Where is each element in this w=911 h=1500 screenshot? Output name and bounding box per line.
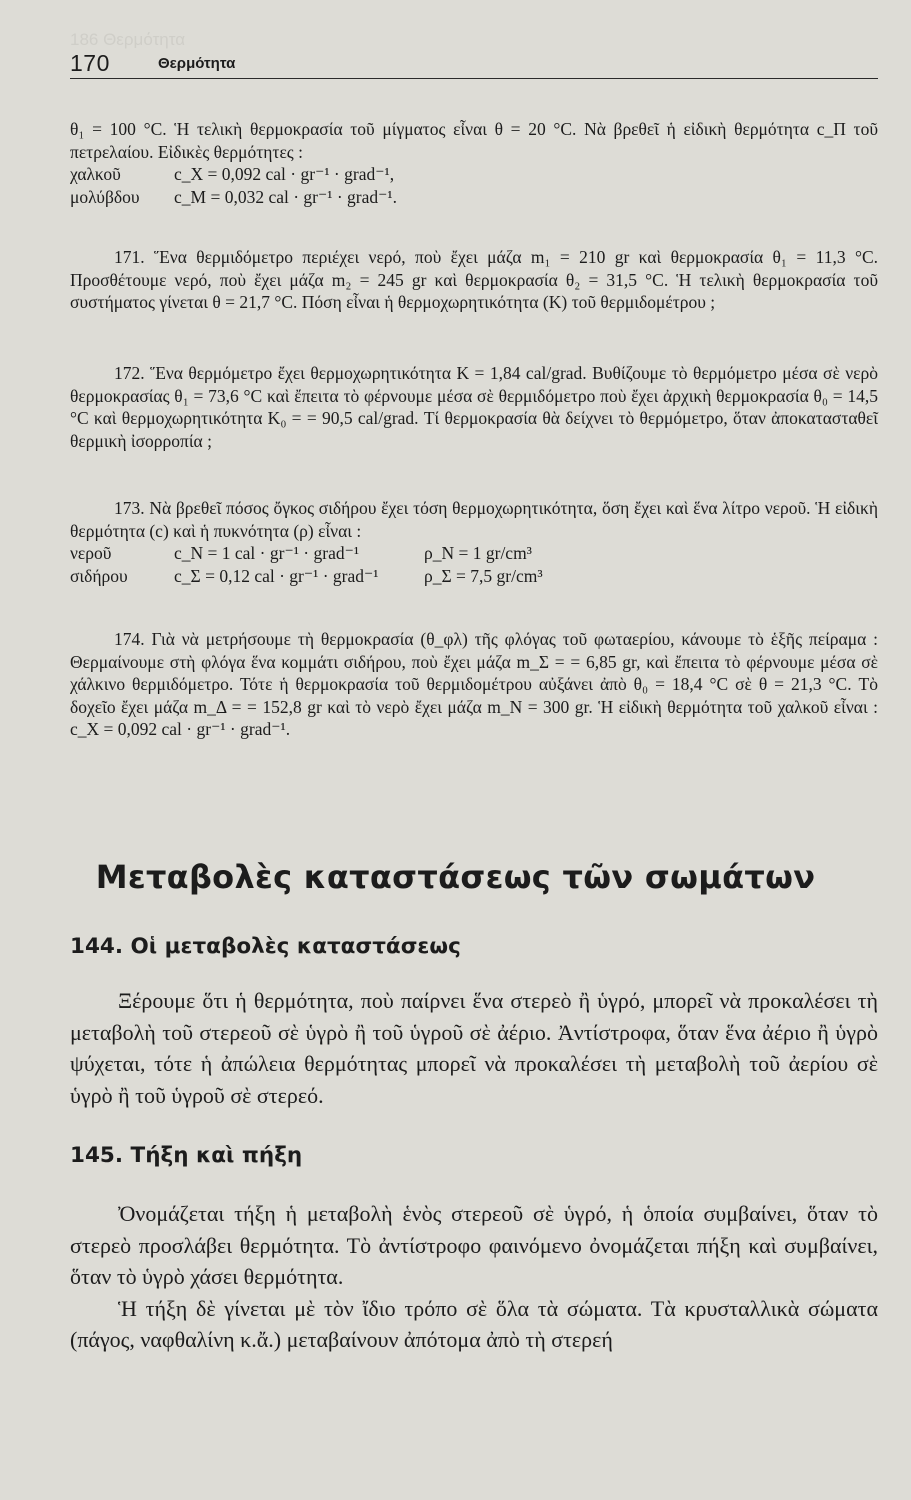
lead-label: μολύβδου — [70, 186, 140, 207]
intro-text: θ₁ = 100 °C. Ἡ τελικὴ θερμοκρασία τοῦ μίγματος εἶναι θ = 20 °C. Νὰ βρεθεῖ ἡ εἰδικὴ θερμότητα c_Π τοῦ πετρελαίου. Εἰδικὲς θερμότητες : — [70, 119, 878, 162]
section-144-body — [70, 985, 878, 1111]
problem-171 — [70, 246, 878, 314]
water-constants-row — [70, 542, 878, 565]
water-density: ρ_N = 1 gr/cm³ — [424, 543, 532, 564]
copper-heat-row — [70, 163, 878, 186]
problem-text: 174. Γιὰ νὰ μετρήσουμε τὴ θερμοκρασία (θ_φλ) τῆς φλόγας τοῦ φωταερίου, κάνουμε τὸ ἑξῆς πείραμα : Θερμαίνουμε στὴ φλόγα ἕνα κομμάτι σιδήρου, ποὺ ἔχει μάζα m_Σ = = 6,85 gr, καὶ ἔπειτα τὸ φέρνουμε μέσα σὲ χάλκινο θερμιδόμετρο. Τότε ἡ θερμοκρασία τοῦ θερμιδομέτρου αὐξάνει ἀπὸ θ₀ = 18,4 °C σὲ θ = 21,3 °C. Τὸ δοχεῖο ἔχει μάζα m_Δ = = 152,8 gr καὶ τὸ νερὸ ἔχει μάζα m_N = 300 gr. Ἡ εἰδικὴ θερμότητα τοῦ χαλκοῦ εἶναι : c_X = 0,092 cal · gr⁻¹ · grad⁻¹. — [70, 629, 878, 740]
problem-173 — [70, 497, 878, 587]
copper-value: c_X = 0,092 cal · gr⁻¹ · grad⁻¹, — [174, 164, 395, 185]
water-specific-heat: c_N = 1 cal · gr⁻¹ · grad⁻¹ — [174, 543, 360, 564]
running-title: Θερμότητα — [158, 55, 236, 72]
lead-value: c_M = 0,032 cal · gr⁻¹ · grad⁻¹. — [174, 186, 398, 207]
section-heading-145: 145. Τήξη καὶ πήξη — [70, 1143, 303, 1168]
problem-170-continuation — [70, 118, 878, 208]
copper-label: χαλκοῦ — [70, 164, 121, 185]
problem-text: 172. Ἕνα θερμόμετρο ἔχει θερμοχωρητικότητα K = 1,84 cal/grad. Βυθίζουμε τὸ θερμόμετρο μέσα σὲ νερὸ θερμοκρασίας θ₁ = 73,6 °C καὶ ἔπειτα τὸ φέρνουμε μέσα σὲ θερμιδόμετρο ποὺ ἔχει ἀρχικὴ θερμοκρασία θ₀ = 14,5 °C καὶ θερμοχωρητικότητα K₀ = = 90,5 cal/grad. Τί θερμοκρασία θὰ δείχνει τὸ θερμόμετρο, ὅταν ἀποκατασταθεῖ θερμικὴ ἰσορροπία ; — [70, 363, 878, 451]
problem-text: 171. Ἕνα θερμιδόμετρο περιέχει νερό, ποὺ ἔχει μάζα m₁ = 210 gr καὶ θερμοκρασία θ₁ = 11,3 °C. Προσθέτουμε νερό, ποὺ ἔχει μάζα m₂ = 245 gr καὶ θερμοκρασία θ₂ = 31,5 °C. Ἡ τελικὴ θερμοκρασία τοῦ συστήματος γίνεται θ = 21,7 °C. Πόση εἶναι ἡ θερμοχωρητικότητα (K) τοῦ θερμιδομέτρου ; — [70, 247, 878, 313]
iron-density: ρ_Σ = 7,5 gr/cm³ — [424, 565, 543, 586]
section-heading-144: 144. Οἱ μεταβολὲς καταστάσεως — [70, 934, 461, 959]
problem-172 — [70, 362, 878, 452]
paragraph: Ὀνομάζεται τήξη ἡ μεταβολὴ ἑνὸς στερεοῦ σὲ ὑγρό, ἡ ὁποία συμβαίνει, ὅταν τὸ στερεὸ προσλάβει θερμότητα. Τὸ ἀντίστροφο φαινόμενο ὀνομάζεται πήξη καὶ συμβαίνει, ὅταν τὸ ὑγρὸ χάσει θερμότητα. — [70, 1201, 878, 1289]
page-number: 170 — [70, 50, 110, 76]
iron-label: σιδήρου — [70, 565, 128, 586]
problem-text: 173. Νὰ βρεθεῖ πόσος ὄγκος σιδήρου ἔχει τόση θερμοχωρητικότητα, ὅση ἔχει καὶ ἕνα λίτρο νεροῦ. Ἡ εἰδικὴ θερμότητα (c) καὶ ἡ πυκνότητα (ρ) εἶναι : — [70, 498, 878, 541]
paragraph: Ξέρουμε ὅτι ἡ θερμότητα, ποὺ παίρνει ἕνα στερεὸ ἢ ὑγρό, μπορεῖ νὰ προκαλέσει τὴ μεταβολὴ τοῦ στερεοῦ σὲ ὑγρὸ ἢ τοῦ ὑγροῦ σὲ ἀέριο. Ἀντίστροφα, ὅταν ἕνα ἀέριο ἢ ὑγρὸ ψύχεται, τότε ἡ ἀπώλεια θερμότητας μπορεῖ νὰ προκαλέσει τὴ μεταβολὴ τοῦ ἀερίου σὲ ὑγρὸ ἢ τοῦ ὑγροῦ σὲ στερεό. — [70, 988, 878, 1108]
section-145-body — [70, 1198, 878, 1356]
chapter-title: Μεταβολὲς καταστάσεως τῶν σωμάτων — [95, 858, 816, 896]
problem-174 — [70, 628, 878, 741]
paragraph: Ἡ τήξη δὲ γίνεται μὲ τὸν ἴδιο τρόπο σὲ ὅλα τὰ σώματα. Τὰ κρυσταλλικὰ σώματα (πάγος, ναφθαλίνη κ.ἄ.) μεταβαίνουν ἀπότομα ἀπὸ τὴ στερεή — [70, 1295, 878, 1352]
water-label: νεροῦ — [70, 543, 112, 564]
bleed-through-header: 186 Θερμότητα — [70, 30, 186, 49]
iron-constants-row — [70, 565, 878, 588]
iron-specific-heat: c_Σ = 0,12 cal · gr⁻¹ · grad⁻¹ — [174, 565, 379, 586]
running-header — [70, 48, 878, 79]
lead-heat-row — [70, 186, 878, 209]
